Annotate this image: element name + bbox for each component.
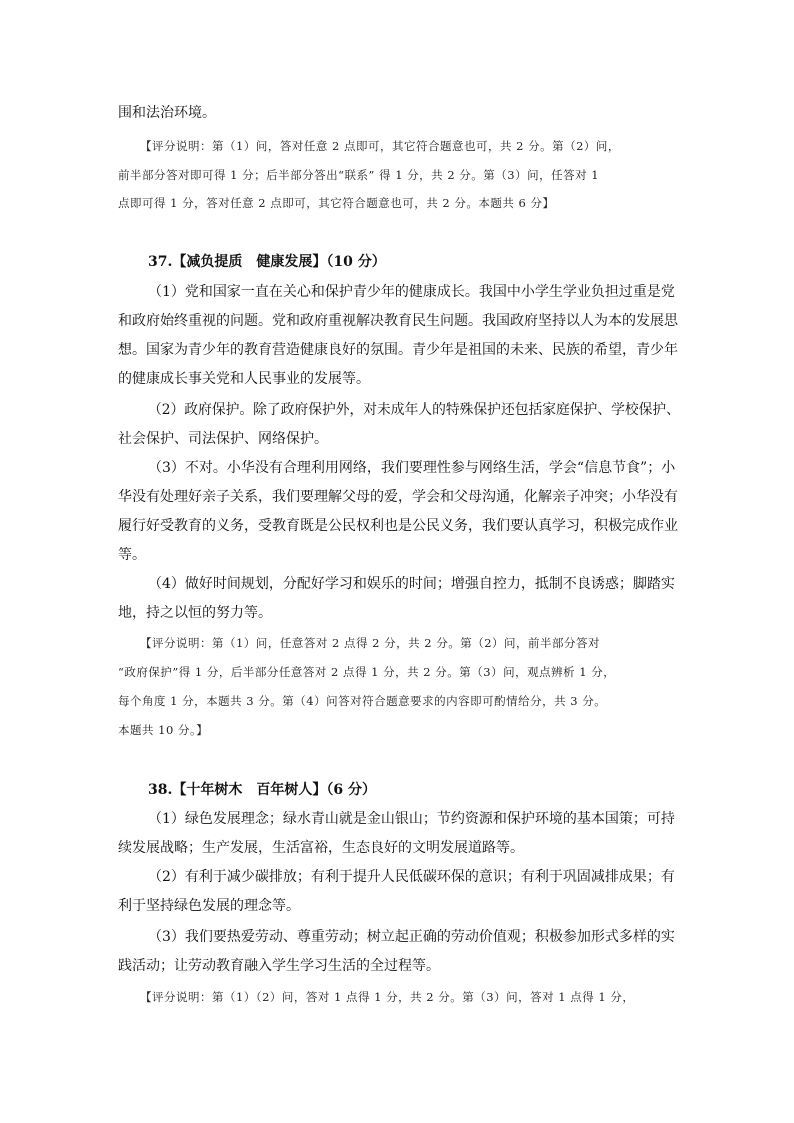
intro-text: 围和法治环境。	[118, 105, 216, 121]
q37-answer-1-line-3: 想。国家为青少年的教育营造健康良好的氛围。青少年是祖国的未来、民族的希望，青少年	[118, 342, 678, 358]
q38-answer-3-line-2: 践活动；让劳动教育融入学生学习生活的全过程等。	[118, 958, 440, 974]
q37-answer-3-line-3: 履行好受教育的义务，受教育既是公民权利也是公民义务，我们要认真学习，积极完成作业	[118, 518, 678, 534]
q38-answer-3-line-1: （3）我们要热爱劳动、尊重劳动；树立起正确的劳动价值观；积极参加形式多样的实	[148, 929, 675, 945]
scoring-note-36-line-2: 前半部分答对即可得 1 分；后半部分答出“联系” 得 1 分，共 2 分。第（3）问，任答对 1	[118, 168, 600, 182]
scoring-note-36-line-3: 点即可得 1 分，答对任意 2 点即可，其它符合题意也可，共 2 分。本题共 6 分】	[118, 196, 555, 210]
scoring-note-37-line-4: 本题共 10 分。】	[118, 723, 209, 737]
scoring-note-36-line-1: 【评分说明：第（1）问，答对任意 2 点即可，其它符合题意也可，共 2 分。第（2）问，	[140, 139, 620, 153]
q38-answer-1-line-2: 续发展战略；生产发展，生活富裕，生态良好的文明发展道路等。	[118, 840, 524, 856]
question-38-title: 38.【十年树木 百年树人】（6 分）	[148, 782, 376, 798]
q38-answer-1-line-1: （1）绿色发展理念；绿水青山就是金山银山；节约资源和保护环境的基本国策；可持	[148, 811, 675, 827]
q38-answer-2-line-2: 利于坚持绿色发展的理念等。	[118, 898, 300, 914]
q37-answer-1-line-2: 和政府始终重视的问题。党和政府重视解决教育民生问题。我国政府坚持以人为本的发展思	[118, 313, 678, 329]
q37-answer-2-line-1: （2）政府保护。除了政府保护外，对未成年人的特殊保护还包括家庭保护、学校保护、	[148, 402, 680, 418]
q37-answer-3-line-4: 等。	[118, 547, 146, 563]
q37-answer-1-line-1: （1）党和国家一直在关心和保护青少年的健康成长。我国中小学生学业负担过重是党	[148, 284, 675, 300]
q37-answer-1-line-4: 的健康成长事关党和人民事业的发展等。	[118, 371, 370, 387]
q37-answer-2-line-2: 社会保护、司法保护、网络保护。	[118, 431, 328, 447]
q38-answer-2-line-1: （2）有利于减少碳排放；有利于提升人民低碳环保的意识；有利于巩固减排成果；有	[148, 869, 675, 885]
q37-answer-4-line-2: 地，持之以恒的努力等。	[118, 605, 272, 621]
q37-answer-3-line-1: （3）不对。小华没有合理利用网络，我们要理性参与网络生活，学会“信息节食”；小	[148, 460, 676, 476]
question-37-title: 37.【减负提质 健康发展】（10 分）	[148, 254, 386, 270]
scoring-note-37-line-2: “政府保护”得 1 分，后半部分任意答对 2 点得 1 分，共 2 分。第（3）问，观点辨析 1 分，	[118, 665, 616, 679]
scoring-note-37-line-1: 【评分说明：第（1）问，任意答对 2 点得 2 分，共 2 分。第（2）问，前半部分答对	[140, 636, 601, 650]
q37-answer-3-line-2: 华没有处理好亲子关系，我们要理解父母的爱，学会和父母沟通，化解亲子冲突；小华没有	[118, 489, 678, 505]
scoring-note-38-line-1: 【评分说明：第（1）（2）问，答对 1 点得 1 分，共 2 分。第（3）问，答对 1 点得 1 分，	[140, 990, 635, 1004]
scoring-note-37-line-3: 每个角度 1 分，本题共 3 分。第（4）问答对符合题意要求的内容即可酌情给分，共 3 分。	[118, 694, 607, 708]
q37-answer-4-line-1: （4）做好时间规划，分配好学习和娱乐的时间；增强自控力，抵制不良诱惑；脚踏实	[148, 576, 675, 592]
